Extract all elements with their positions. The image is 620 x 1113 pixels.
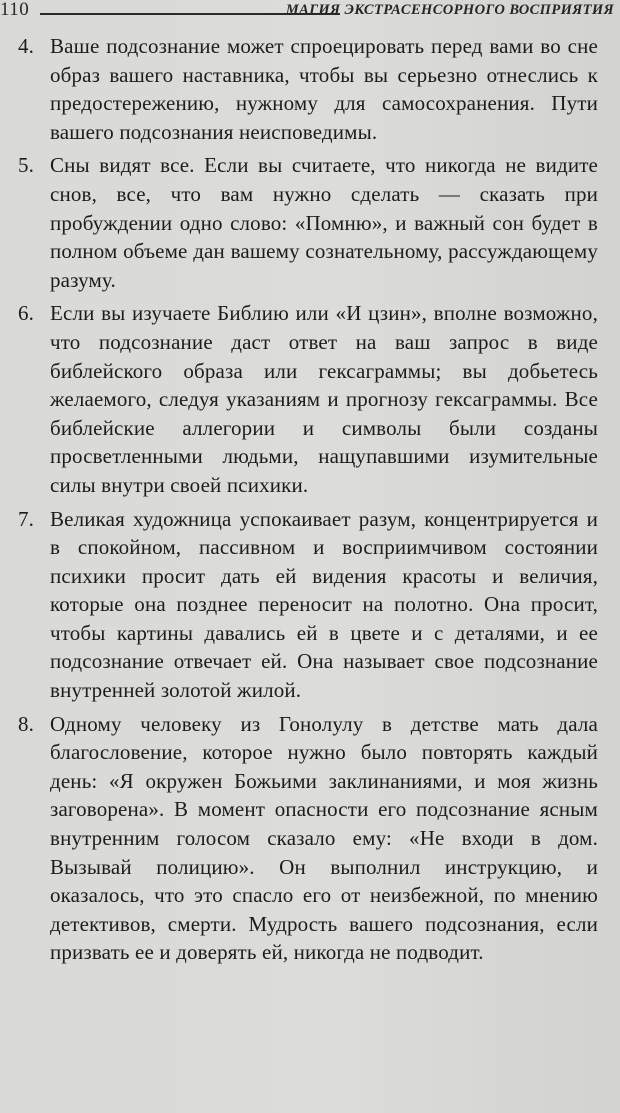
list-item-number: 7. xyxy=(18,506,35,531)
list-item-number: 5. xyxy=(18,153,35,178)
page-number: 110 xyxy=(0,0,30,20)
list-item xyxy=(12,299,598,499)
list-item xyxy=(12,505,598,705)
list-item-text: Великая художница успокаивает разум, концентрируется и в спокойном, пассивном и восприимчивом состоянии психики просит дать ей видения красоты и величия, которые она позднее переносит на полотно. Она просит, чтобы картины давались ей в цвете и с деталями, и ее подсознание отвечает ей. Она называет свое подсознание внутренней золотой жилой. xyxy=(50,506,598,703)
list-item-text: Если вы изучаете Библию или «И цзин», вполне возможно, что подсознание даст ответ на ваш запрос в виде библейского образа или гексаграммы; вы добьетесь желаемого, следуя указаниям и прогнозу гексаграммы. Все библейские аллегории и символы были созданы просветленными людьми, нащупавшими изумительные силы внутри своей психики. xyxy=(50,301,598,497)
list-item xyxy=(12,710,598,967)
list-item-text: Одному человеку из Гонолулу в детстве мать дала благословение, которое нужно было повторять каждый день: «Я окружен Божьими заклинаниями, и моя жизнь заговорена». В момент опасности его подсознание ясным внутренним голосом сказало ему: «Не входи в дом. Вызывай полицию». Он выполнил инструкцию, и оказалось, что это спасло его от неизбежной, по мнению детективов, смерти. Мудрость вашего подсознания, если призвать ее и доверять ей, никогда не подводит. xyxy=(50,711,598,965)
list-item-number: 8. xyxy=(18,711,35,736)
running-title: МАГИЯ ЭКСТРАСЕНСОРНОГО ВОСПРИЯТИЯ xyxy=(285,2,614,18)
list-item-number: 6. xyxy=(18,301,35,326)
list-item-text: Сны видят все. Если вы считаете, что никогда не видите снов, все, что вам нужно сделать — сказать при пробуждении одно слово: «Помню», и важный сон будет в полном объеме дан вашему сознательному, рассуждающему разуму. xyxy=(50,153,598,292)
list-item xyxy=(12,151,598,294)
numbered-list xyxy=(12,32,598,972)
list-item xyxy=(12,32,598,146)
list-item-number: 4. xyxy=(18,34,35,58)
list-item-text: Ваше подсознание может спроецировать перед вами во сне образ вашего наставника, чтобы вы серьезно отнеслись к предостережению, нужному для самосохранения. Пути вашего подсознания неисповедимы. xyxy=(50,34,598,144)
page-header xyxy=(0,0,620,24)
